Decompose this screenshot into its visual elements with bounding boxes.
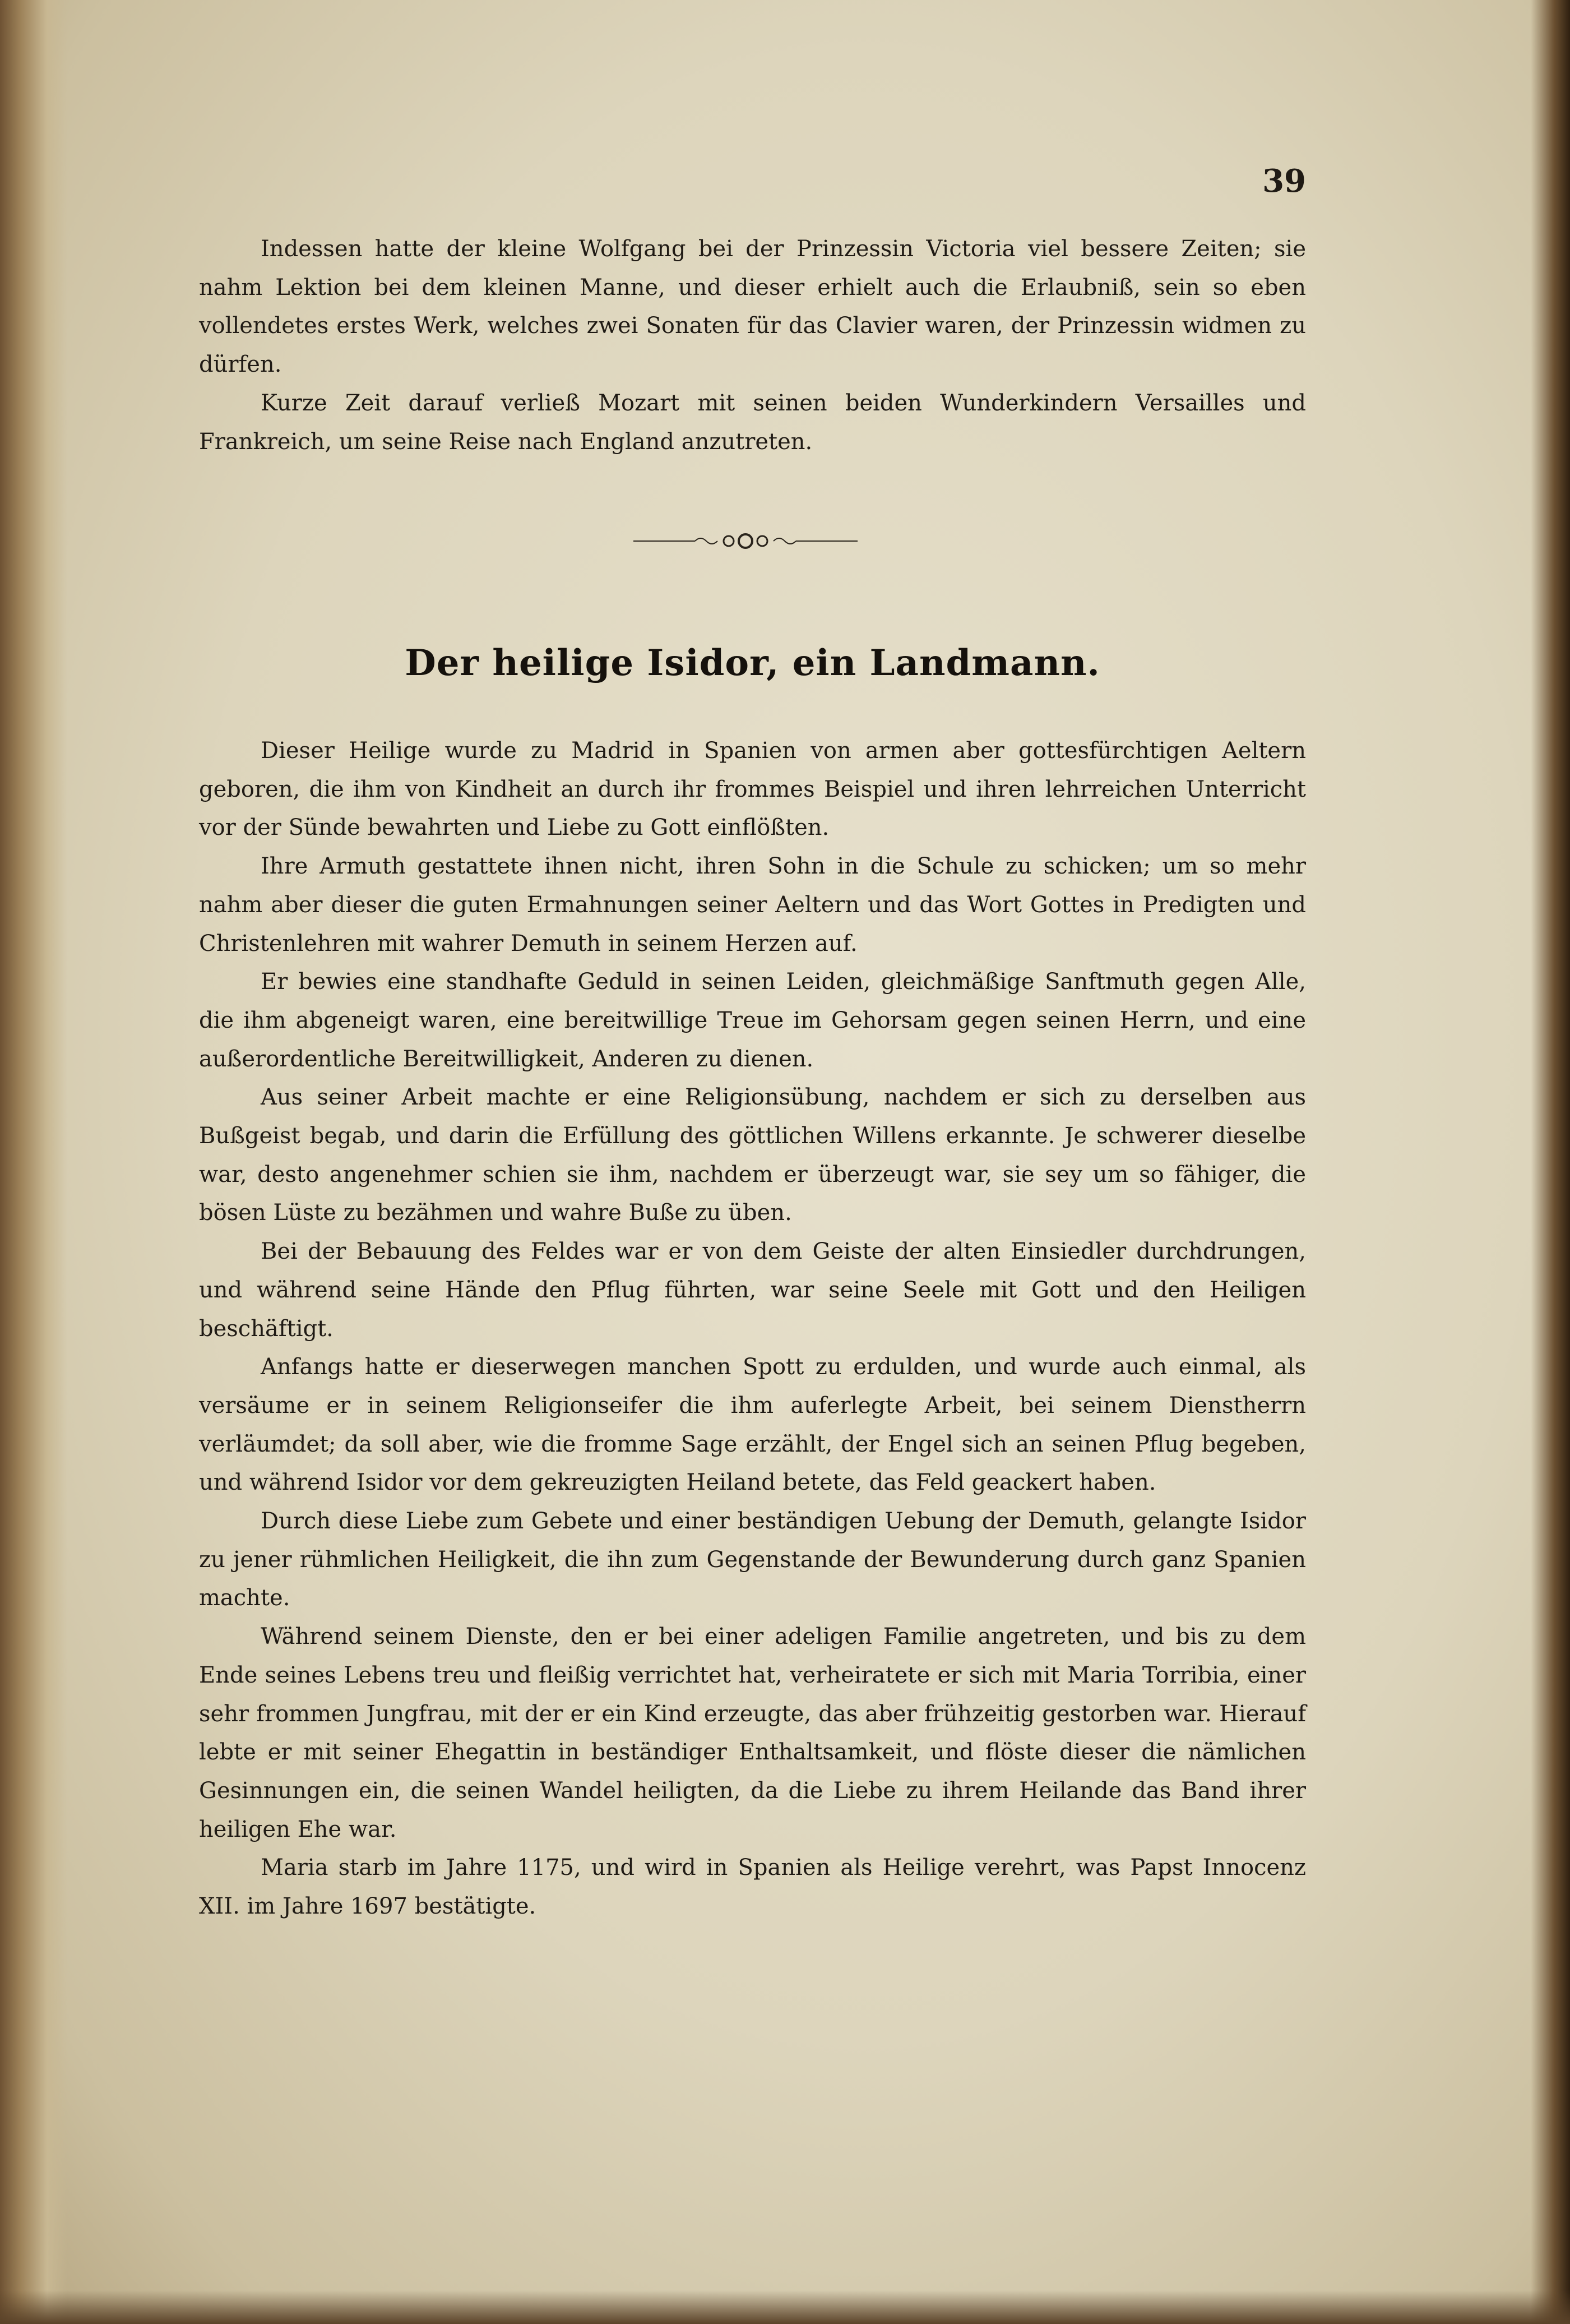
page-binding-shadow [0,0,67,2324]
paragraph: Er bewies eine standhafte Geduld in seinen Leiden, gleichmäßige Sanftmuth gegen Alle, die ihm abgeneigt waren, eine bereitwillige Treue im Gehorsam gegen seinen Herrn, und eine außerordentliche Bereitwilligkeit, Anderen zu dienen. [199,969,1306,1072]
section-title: Der heilige Isidor, ein Landmann. [405,642,1100,684]
paragraph: Kurze Zeit darauf verließ Mozart mit seinen beiden Wunderkindern Versailles und Frankreich, um seine Reise nach England anzutreten. [199,390,1306,455]
page-number: 39 [1262,163,1306,200]
paragraph: Dieser Heilige wurde zu Madrid in Spanien von armen aber gottesfürchtigen Aeltern geboren, die ihm von Kindheit an durch ihr frommes Beispiel und ihren lehrreichen Unterricht vor der Sünde bewahrten und Liebe zu Gott einflößten. [199,738,1306,841]
paragraph: Durch diese Liebe zum Gebete und einer beständigen Uebung der Demuth, gelangte Isidor zu jener rühmlichen Heiligkeit, die ihn zum Gegenstande der Bewunderung durch ganz Spanien machte. [199,1508,1306,1611]
paragraph: Aus seiner Arbeit machte er eine Religionsübung, nachdem er sich zu derselben aus Bußgeist begab, und darin die Erfüllung des göttlichen Willens erkannte. Je schwerer dieselbe war, desto angenehmer schien sie ihm, nachdem er überzeugt war, sie sey um so fähiger, die bösen Lüste zu bezähmen und wahre Buße zu üben. [199,1084,1306,1226]
paragraph: Ihre Armuth gestattete ihnen nicht, ihren Sohn in die Schule zu schicken; um so mehr nahm aber dieser die guten Ermahnungen seiner Aeltern und das Wort Gottes in Predigten und Christenlehren mit wahrer Demuth in seinem Herzen auf. [199,853,1306,957]
paragraph: Maria starb im Jahre 1175, und wird in Spanien als Heilige verehrt, was Papst Innocenz XII. im Jahre 1697 bestätigte. [199,1855,1306,1920]
section-divider-ornament [633,524,858,558]
page-edge-shadow [1531,0,1570,2324]
paragraph: Bei der Bebauung des Feldes war er von dem Geiste der alten Einsiedler durchdrungen, und während seine Hände den Pflug führten, war seine Seele mit Gott und den Heiligen beschäftigt. [199,1239,1306,1342]
page-bottom-shadow [0,2290,1570,2324]
paragraph: Anfangs hatte er dieserwegen manchen Spott zu erdulden, und wurde auch einmal, als versäume er in seinem Religionseifer die ihm auferlegte Arbeit, bei seinem Dienstherrn verläumdet; da soll aber, wie die fromme Sage erzählt, der Engel sich an seinen Pflug begeben, und während Isidor vor dem gekreuzigten Heiland betete, das Feld geackert haben. [199,1354,1306,1496]
main-text-block [199,732,1306,1926]
paragraph: Während seinem Dienste, den er bei einer adeligen Familie angetreten, und bis zu dem Ende seines Lebens treu und fleißig verrichtet hat, verheiratete er sich mit Maria Torribia, einer sehr frommen Jungfrau, mit der er ein Kind erzeugte, das aber frühzeitig gestorben war. Hierauf lebte er mit seiner Ehegattin in beständiger Enthaltsamkeit, und flöste dieser die nämlichen Gesinnungen ein, die seinen Wandel heiligten, da die Liebe zu ihrem Heilande das Band ihrer heiligen Ehe war. [199,1624,1306,1842]
paragraph: Indessen hatte der kleine Wolfgang bei der Prinzessin Victoria viel bessere Zeiten; sie nahm Lektion bei dem kleinen Manne, und dieser erhielt auch die Erlaubniß, sein so eben vollendetes erstes Werk, welches zwei Sonaten für das Clavier waren, der Prinzessin widmen zu dürfen. [199,236,1306,378]
intro-text-block [199,230,1306,461]
